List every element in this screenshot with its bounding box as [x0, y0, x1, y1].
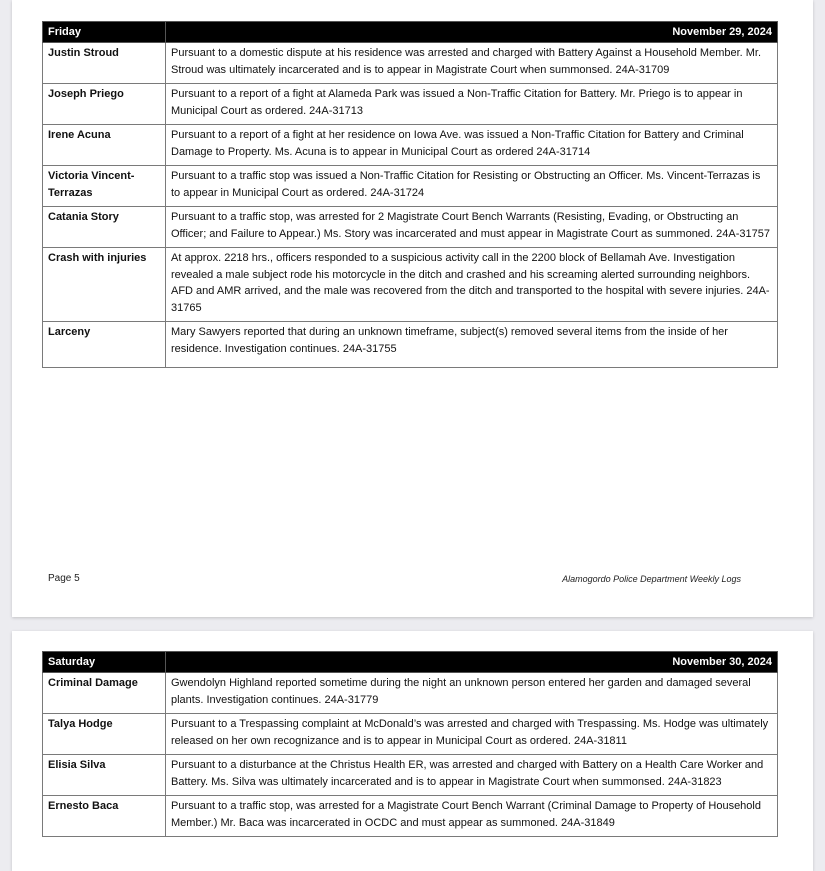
log-entry-row [43, 166, 778, 207]
entry-description: Pursuant to a report of a fight at her residence on Iowa Ave. was issued a Non-Traffic Citation for Battery and Criminal Damage to Property. Ms. Acuna is to appear in Municipal Court as ordered 24A-31714 [166, 125, 778, 166]
entry-name: Victoria Vincent-Terrazas [43, 166, 166, 207]
daily-log-table-saturday [42, 651, 778, 837]
entry-name: Criminal Damage [43, 673, 166, 714]
log-entry-row [43, 84, 778, 125]
entry-description: Pursuant to a report of a fight at Alameda Park was issued a Non-Traffic Citation for Battery. Mr. Priego is to appear in Municipal Court as ordered. 24A-31713 [166, 84, 778, 125]
entry-name: Talya Hodge [43, 714, 166, 755]
log-entry-row [43, 755, 778, 796]
entry-name: Elisia Silva [43, 755, 166, 796]
document-footer-title: Alamogordo Police Department Weekly Logs [562, 574, 741, 584]
entry-name: Larceny [43, 322, 166, 368]
date-label: November 30, 2024 [166, 652, 778, 673]
document-page-6 [12, 631, 813, 871]
log-entry-row [43, 43, 778, 84]
entry-name: Ernesto Baca [43, 796, 166, 837]
day-label: Friday [43, 22, 166, 43]
entry-description: Pursuant to a traffic stop was issued a Non-Traffic Citation for Resisting or Obstructing an Officer. Ms. Vincent-Terrazas is to appear in Municipal Court as ordered. 24A-31724 [166, 166, 778, 207]
entry-name: Irene Acuna [43, 125, 166, 166]
day-header-row [43, 22, 778, 43]
entry-name: Crash with injuries [43, 248, 166, 322]
entry-description: At approx. 2218 hrs., officers responded to a suspicious activity call in the 2200 block of Bellamah Ave. Investigation revealed a male subject rode his motorcycle in the ditch and crashed and his screaming alerted surrounding neighbors. AFD and AMR arrived, and the male was recovered from the ditch and transported to the hospital with severe injuries. 24A-31765 [166, 248, 778, 322]
log-entry-row [43, 714, 778, 755]
entry-name: Catania Story [43, 207, 166, 248]
log-entry-row [43, 673, 778, 714]
day-label: Saturday [43, 652, 166, 673]
log-entry-row [43, 796, 778, 837]
entry-description: Gwendolyn Highland reported sometime during the night an unknown person entered her garden and damaged several plants. Investigation continues. 24A-31779 [166, 673, 778, 714]
log-entry-row [43, 322, 778, 368]
entry-description: Pursuant to a domestic dispute at his residence was arrested and charged with Battery Against a Household Member. Mr. Stroud was ultimately incarcerated and is to appear in Magistrate Court when summonsed. 24A-31709 [166, 43, 778, 84]
date-label: November 29, 2024 [166, 22, 778, 43]
document-page-5 [12, 0, 813, 617]
entry-description: Pursuant to a traffic stop, was arrested for 2 Magistrate Court Bench Warrants (Resisting, Evading, or Obstructing an Officer; and Failure to Appear.) Ms. Story was incarcerated and must appear in Magistrate Court as summoned. 24A-31757 [166, 207, 778, 248]
log-entry-row [43, 207, 778, 248]
entry-description: Pursuant to a Trespassing complaint at McDonald’s was arrested and charged with Trespassing. Ms. Hodge was ultimately released on her own recognizance and is to appear in Municipal Court as ordered. 24A-31811 [166, 714, 778, 755]
log-entry-row [43, 125, 778, 166]
entry-description: Mary Sawyers reported that during an unknown timeframe, subject(s) removed several items from the inside of her residence. Investigation continues. 24A-31755 [166, 322, 778, 368]
entry-name: Justin Stroud [43, 43, 166, 84]
page-number: Page 5 [48, 573, 80, 584]
entry-name: Joseph Priego [43, 84, 166, 125]
log-entry-row [43, 248, 778, 322]
daily-log-table-friday [42, 21, 778, 368]
day-header-row [43, 652, 778, 673]
entry-description: Pursuant to a disturbance at the Christus Health ER, was arrested and charged with Battery on a Health Care Worker and Battery. Ms. Silva was ultimately incarcerated and is to appear in Magistrate Court when summonsed. 24A-31823 [166, 755, 778, 796]
entry-description: Pursuant to a traffic stop, was arrested for a Magistrate Court Bench Warrant (Criminal Damage to Property of Household Member.) Mr. Baca was incarcerated in OCDC and must appear as summoned. 24A-31849 [166, 796, 778, 837]
